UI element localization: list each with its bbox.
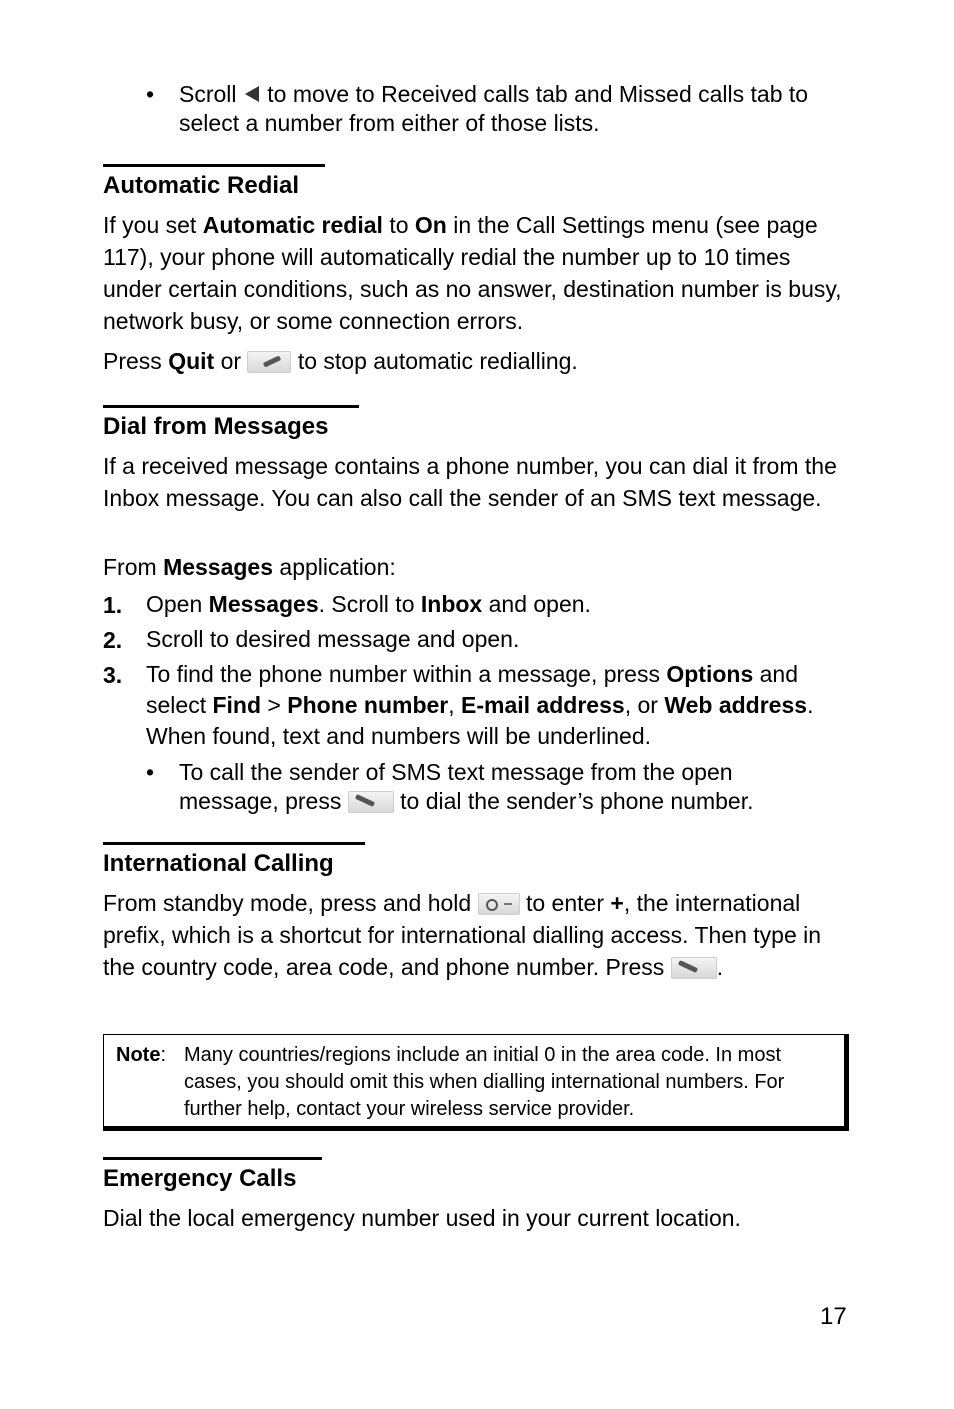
list-item: 1. Open Messages. Scroll to Inbox and open. [103, 591, 591, 618]
note-label: Note: [116, 1044, 167, 1066]
send-call-key-icon [671, 957, 717, 979]
heading-dial-from-messages: Dial from Messages [103, 413, 329, 440]
heading-automatic-redial: Automatic Redial [103, 172, 300, 199]
list-item: 3. To find the phone number within a message, press Options and select Find > Phone number, E-mail address, or Web address. When found, text and numbers will be underlined. [103, 661, 814, 749]
heading-rule [103, 164, 325, 167]
end-call-key-icon [247, 351, 291, 373]
intro-bullet [146, 80, 836, 138]
quit-instruction: Press Quit or to stop automatic redialling. [103, 348, 578, 374]
heading-rule [103, 1157, 322, 1160]
note-box [103, 1034, 849, 1131]
heading-rule [103, 405, 359, 408]
bullet-text: Scroll to move to Received calls tab and Missed calls tab to select a number from either of those lists. [179, 81, 809, 136]
heading-emergency-calls: Emergency Calls [103, 1165, 297, 1192]
bullet-dot: • [146, 759, 155, 785]
page-number: 17 [820, 1303, 847, 1330]
international-calling-paragraph: From standby mode, press and hold to enter +, the international prefix, which is a shortcut for international dialling access. Then type in the country code, area code, and phone number. Press . [103, 890, 822, 980]
heading-international-calling: International Calling [103, 850, 334, 877]
note-text: Many countries/regions include an initial 0 in the area code. In most cases, you should omit this when dialling international numbers. For further help, contact your wireless service provider. [184, 1044, 785, 1120]
from-messages-line: From Messages application: [103, 554, 396, 580]
zero-plus-key-icon [478, 893, 520, 915]
dial-from-messages-paragraph: If a received message contains a phone number, you can dial it from the Inbox message. You can also call the sender of an SMS text message. [103, 453, 837, 511]
automatic-redial-paragraph: If you set Automatic redial to On in the Call Settings menu (see page 117), your phone will automatically redial the number up to 10 times under certain conditions, such as no answer, destination number is busy, network busy, or some connection errors. [103, 212, 842, 334]
bullet-text: To call the sender of SMS text message from the open message, press to dial the sender’s phone number. [179, 759, 754, 814]
heading-rule [103, 842, 365, 845]
send-call-key-icon [348, 791, 394, 813]
bullet-dot: • [146, 81, 155, 107]
emergency-calls-paragraph: Dial the local emergency number used in your current location. [103, 1205, 741, 1231]
left-arrow-icon [243, 85, 261, 103]
sub-bullet [146, 758, 836, 816]
list-item: 2. Scroll to desired message and open. [103, 626, 520, 653]
steps-list [103, 589, 848, 752]
